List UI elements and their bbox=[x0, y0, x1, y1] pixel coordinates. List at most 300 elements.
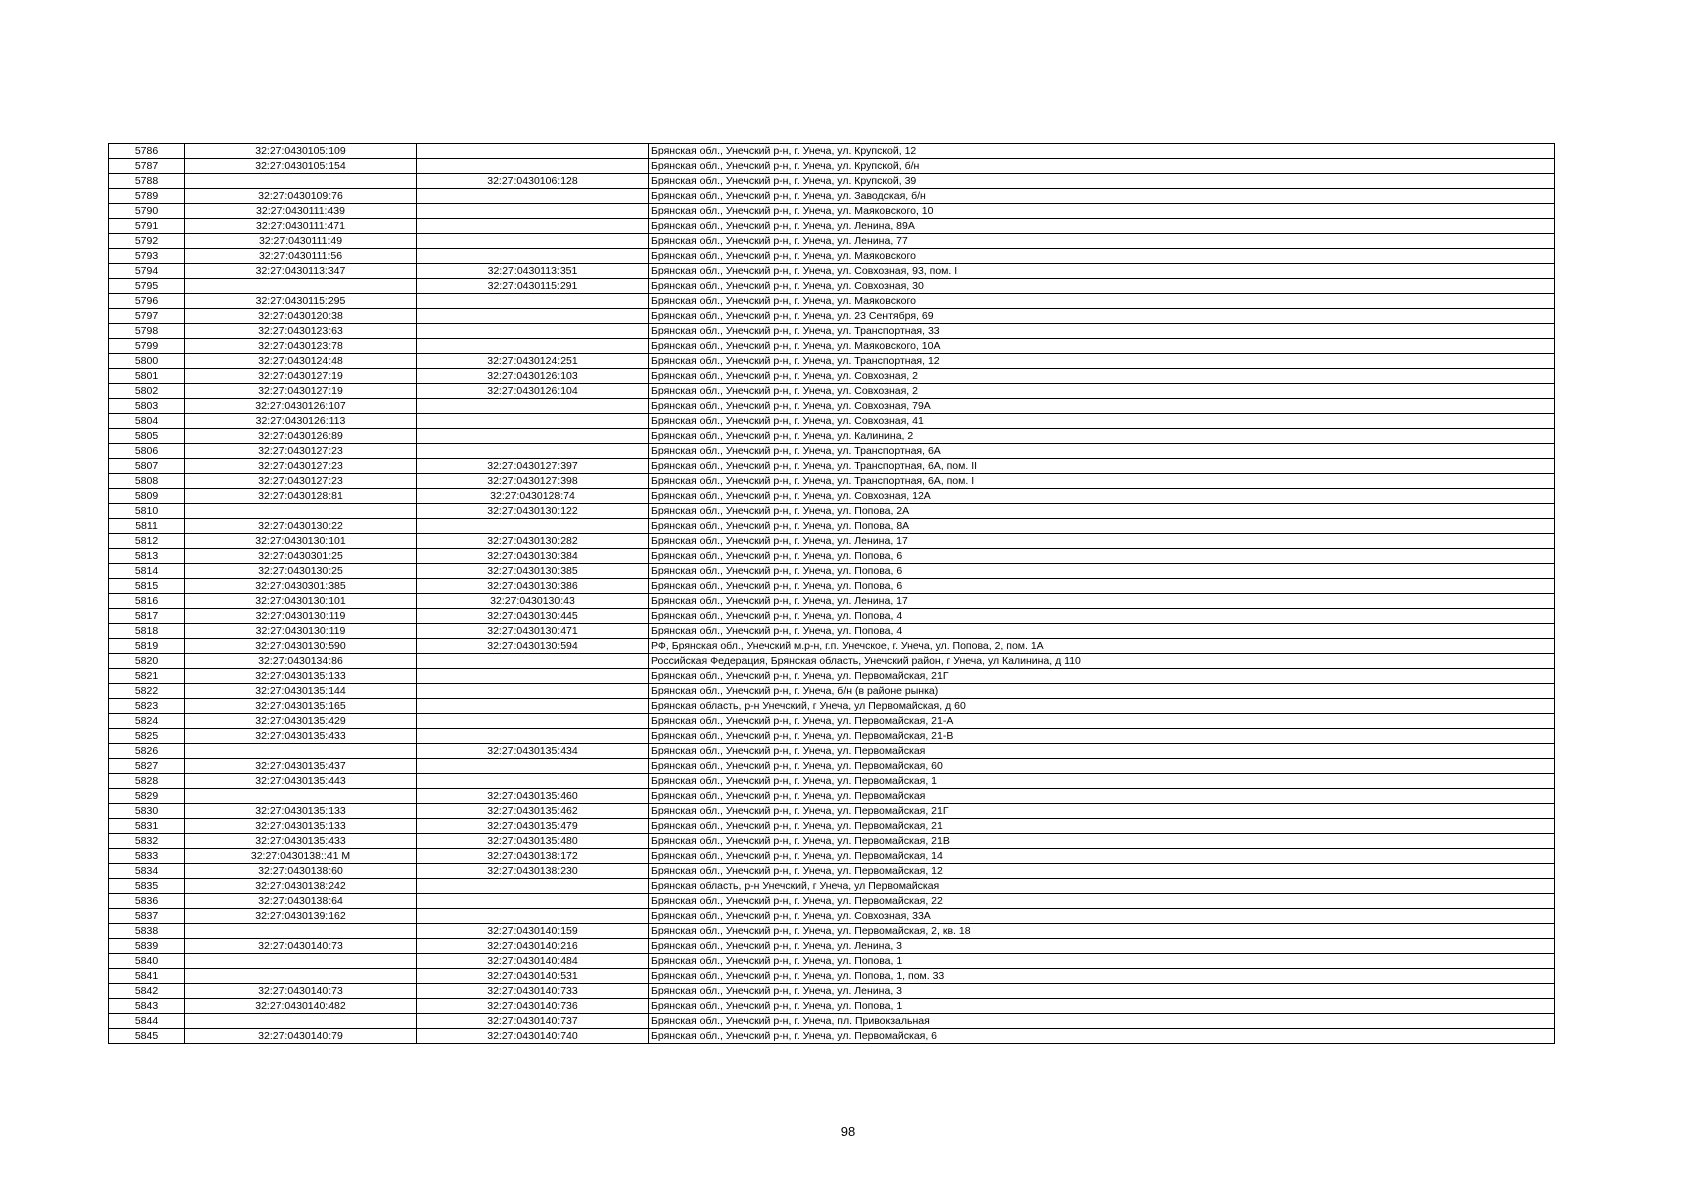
object-cadastral-number-cell: 32:27:0430140:740 bbox=[417, 1029, 649, 1044]
land-cadastral-number-cell: 32:27:0430124:48 bbox=[185, 354, 417, 369]
address-cell: Брянская обл., Унечский р-н, г. Унеча, ул. Транспортная, 12 bbox=[649, 354, 1555, 369]
object-cadastral-number-cell bbox=[417, 234, 649, 249]
address-cell: Брянская обл., Унечский р-н, г. Унеча, ул. Совхозная, 12А bbox=[649, 489, 1555, 504]
address-cell: Брянская обл., Унечский р-н, г. Унеча, ул. Ленина, 77 bbox=[649, 234, 1555, 249]
land-cadastral-number-cell bbox=[185, 789, 417, 804]
table-row bbox=[109, 924, 1555, 939]
row-number-cell: 5791 bbox=[109, 219, 185, 234]
land-cadastral-number-cell: 32:27:0430135:144 bbox=[185, 684, 417, 699]
table-row bbox=[109, 309, 1555, 324]
land-cadastral-number-cell: 32:27:0430126:107 bbox=[185, 399, 417, 414]
address-cell: Брянская обл., Унечский р-н, г. Унеча, ул. Попова, 2А bbox=[649, 504, 1555, 519]
table-row bbox=[109, 894, 1555, 909]
address-cell: Брянская обл., Унечский р-н, г. Унеча, ул. Первомайская bbox=[649, 744, 1555, 759]
address-cell: Брянская обл., Унечский р-н, г. Унеча, ул. Совхозная, 41 bbox=[649, 414, 1555, 429]
table-row bbox=[109, 174, 1555, 189]
object-cadastral-number-cell: 32:27:0430140:733 bbox=[417, 984, 649, 999]
address-cell: Брянская обл., Унечский р-н, г. Унеча, ул. Попова, 6 bbox=[649, 579, 1555, 594]
table-row bbox=[109, 414, 1555, 429]
address-cell: Брянская обл., Унечский р-н, г. Унеча, ул. Транспортная, 6А bbox=[649, 444, 1555, 459]
table-row bbox=[109, 714, 1555, 729]
land-cadastral-number-cell: 32:27:0430139:162 bbox=[185, 909, 417, 924]
table-row bbox=[109, 939, 1555, 954]
land-cadastral-number-cell: 32:27:0430134:86 bbox=[185, 654, 417, 669]
table-row bbox=[109, 1029, 1555, 1044]
address-cell: Брянская обл., Унечский р-н, г. Унеча, ул. Ленина, 17 bbox=[649, 534, 1555, 549]
row-number-cell: 5831 bbox=[109, 819, 185, 834]
address-cell: Брянская обл., Унечский р-н, г. Унеча, ул. Попова, 4 bbox=[649, 624, 1555, 639]
address-cell: Брянская обл., Унечский р-н, г. Унеча, ул. Попова, 4 bbox=[649, 609, 1555, 624]
row-number-cell: 5802 bbox=[109, 384, 185, 399]
address-cell: Брянская область, р-н Унечский, г Унеча, ул Первомайская, д 60 bbox=[649, 699, 1555, 714]
land-cadastral-number-cell: 32:27:0430123:63 bbox=[185, 324, 417, 339]
object-cadastral-number-cell: 32:27:0430130:43 bbox=[417, 594, 649, 609]
address-cell: Брянская обл., Унечский р-н, г. Унеча, ул. Попова, 8А bbox=[649, 519, 1555, 534]
land-cadastral-number-cell: 32:27:0430135:429 bbox=[185, 714, 417, 729]
row-number-cell: 5838 bbox=[109, 924, 185, 939]
row-number-cell: 5805 bbox=[109, 429, 185, 444]
object-cadastral-number-cell bbox=[417, 204, 649, 219]
address-cell: Российская Федерация, Брянская область, Унечский район, г Унеча, ул Калинина, д 110 bbox=[649, 654, 1555, 669]
table-row bbox=[109, 294, 1555, 309]
row-number-cell: 5796 bbox=[109, 294, 185, 309]
land-cadastral-number-cell: 32:27:0430135:133 bbox=[185, 669, 417, 684]
object-cadastral-number-cell: 32:27:0430130:445 bbox=[417, 609, 649, 624]
object-cadastral-number-cell: 32:27:0430130:386 bbox=[417, 579, 649, 594]
table-row bbox=[109, 804, 1555, 819]
row-number-cell: 5788 bbox=[109, 174, 185, 189]
object-cadastral-number-cell: 32:27:0430130:385 bbox=[417, 564, 649, 579]
table-row bbox=[109, 504, 1555, 519]
table-row bbox=[109, 369, 1555, 384]
object-cadastral-number-cell bbox=[417, 774, 649, 789]
table-row bbox=[109, 729, 1555, 744]
land-cadastral-number-cell: 32:27:0430126:113 bbox=[185, 414, 417, 429]
land-cadastral-number-cell: 32:27:0430130:119 bbox=[185, 624, 417, 639]
land-cadastral-number-cell: 32:27:0430130:101 bbox=[185, 594, 417, 609]
address-cell: Брянская обл., Унечский р-н, г. Унеча, ул. Калинина, 2 bbox=[649, 429, 1555, 444]
row-number-cell: 5824 bbox=[109, 714, 185, 729]
address-cell: Брянская обл., Унечский р-н, г. Унеча, ул. Попова, 1 bbox=[649, 954, 1555, 969]
land-cadastral-number-cell: 32:27:0430111:49 bbox=[185, 234, 417, 249]
object-cadastral-number-cell: 32:27:0430127:398 bbox=[417, 474, 649, 489]
object-cadastral-number-cell: 32:27:0430140:531 bbox=[417, 969, 649, 984]
row-number-cell: 5839 bbox=[109, 939, 185, 954]
address-cell: Брянская обл., Унечский р-н, г. Унеча, ул. Совхозная, 93, пом. I bbox=[649, 264, 1555, 279]
row-number-cell: 5786 bbox=[109, 144, 185, 159]
object-cadastral-number-cell bbox=[417, 144, 649, 159]
land-cadastral-number-cell: 32:27:0430127:23 bbox=[185, 444, 417, 459]
address-cell: Брянская обл., Унечский р-н, г. Унеча, ул. Транспортная, 33 bbox=[649, 324, 1555, 339]
land-cadastral-number-cell bbox=[185, 279, 417, 294]
table-row bbox=[109, 399, 1555, 414]
address-cell: Брянская обл., Унечский р-н, г. Унеча, ул. Попова, 1, пом. 33 bbox=[649, 969, 1555, 984]
address-cell: Брянская обл., Унечский р-н, г. Унеча, ул. Первомайская, 21Г bbox=[649, 804, 1555, 819]
table-row bbox=[109, 879, 1555, 894]
table-row bbox=[109, 999, 1555, 1014]
object-cadastral-number-cell: 32:27:0430126:104 bbox=[417, 384, 649, 399]
row-number-cell: 5828 bbox=[109, 774, 185, 789]
table-row bbox=[109, 834, 1555, 849]
table-row bbox=[109, 774, 1555, 789]
table-row bbox=[109, 519, 1555, 534]
object-cadastral-number-cell: 32:27:0430124:251 bbox=[417, 354, 649, 369]
object-cadastral-number-cell: 32:27:0430115:291 bbox=[417, 279, 649, 294]
row-number-cell: 5833 bbox=[109, 849, 185, 864]
row-number-cell: 5816 bbox=[109, 594, 185, 609]
row-number-cell: 5794 bbox=[109, 264, 185, 279]
address-cell: Брянская обл., Унечский р-н, г. Унеча, ул. Совхозная, 30 bbox=[649, 279, 1555, 294]
address-cell: Брянская обл., Унечский р-н, г. Унеча, ул. Совхозная, 79А bbox=[649, 399, 1555, 414]
land-cadastral-number-cell: 32:27:0430135:133 bbox=[185, 819, 417, 834]
object-cadastral-number-cell bbox=[417, 429, 649, 444]
table-row bbox=[109, 459, 1555, 474]
address-cell: Брянская обл., Унечский р-н, г. Унеча, ул. Первомайская, 21В bbox=[649, 834, 1555, 849]
object-cadastral-number-cell: 32:27:0430127:397 bbox=[417, 459, 649, 474]
address-cell: Брянская обл., Унечский р-н, г. Унеча, ул. Маяковского bbox=[649, 249, 1555, 264]
table-row bbox=[109, 474, 1555, 489]
address-cell: Брянская обл., Унечский р-н, г. Унеча, ул. Попова, 6 bbox=[649, 564, 1555, 579]
address-cell: Брянская обл., Унечский р-н, г. Унеча, ул. Первомайская, 2, кв. 18 bbox=[649, 924, 1555, 939]
object-cadastral-number-cell bbox=[417, 159, 649, 174]
table-row bbox=[109, 849, 1555, 864]
row-number-cell: 5822 bbox=[109, 684, 185, 699]
object-cadastral-number-cell bbox=[417, 219, 649, 234]
object-cadastral-number-cell: 32:27:0430140:484 bbox=[417, 954, 649, 969]
land-cadastral-number-cell: 32:27:0430140:73 bbox=[185, 984, 417, 999]
object-cadastral-number-cell bbox=[417, 339, 649, 354]
row-number-cell: 5804 bbox=[109, 414, 185, 429]
address-cell: Брянская обл., Унечский р-н, г. Унеча, ул. Первомайская, 21 bbox=[649, 819, 1555, 834]
table-row bbox=[109, 159, 1555, 174]
land-cadastral-number-cell: 32:27:0430128:81 bbox=[185, 489, 417, 504]
table-row bbox=[109, 249, 1555, 264]
land-cadastral-number-cell bbox=[185, 924, 417, 939]
object-cadastral-number-cell bbox=[417, 189, 649, 204]
row-number-cell: 5801 bbox=[109, 369, 185, 384]
address-cell: Брянская обл., Унечский р-н, г. Унеча, ул. Транспортная, 6А, пом. II bbox=[649, 459, 1555, 474]
table-row bbox=[109, 234, 1555, 249]
table-row bbox=[109, 324, 1555, 339]
table-row bbox=[109, 489, 1555, 504]
object-cadastral-number-cell bbox=[417, 669, 649, 684]
row-number-cell: 5835 bbox=[109, 879, 185, 894]
object-cadastral-number-cell: 32:27:0430135:460 bbox=[417, 789, 649, 804]
row-number-cell: 5827 bbox=[109, 759, 185, 774]
row-number-cell: 5806 bbox=[109, 444, 185, 459]
land-cadastral-number-cell: 32:27:0430111:56 bbox=[185, 249, 417, 264]
row-number-cell: 5837 bbox=[109, 909, 185, 924]
land-cadastral-number-cell: 32:27:0430138::41 М bbox=[185, 849, 417, 864]
table-row bbox=[109, 144, 1555, 159]
address-cell: РФ, Брянская обл., Унечский м.р-н, г.п. Унечское, г. Унеча, ул. Попова, 2, пом. 1А bbox=[649, 639, 1555, 654]
land-cadastral-number-cell bbox=[185, 174, 417, 189]
table-row bbox=[109, 219, 1555, 234]
address-cell: Брянская обл., Унечский р-н, г. Унеча, ул. Совхозная, 2 bbox=[649, 369, 1555, 384]
table-row bbox=[109, 189, 1555, 204]
row-number-cell: 5811 bbox=[109, 519, 185, 534]
address-cell: Брянская обл., Унечский р-н, г. Унеча, ул. Транспортная, 6А, пом. I bbox=[649, 474, 1555, 489]
land-cadastral-number-cell: 32:27:0430127:19 bbox=[185, 384, 417, 399]
row-number-cell: 5813 bbox=[109, 549, 185, 564]
table-row bbox=[109, 744, 1555, 759]
land-cadastral-number-cell: 32:27:0430138:64 bbox=[185, 894, 417, 909]
object-cadastral-number-cell: 32:27:0430130:594 bbox=[417, 639, 649, 654]
table-row bbox=[109, 594, 1555, 609]
table-row bbox=[109, 819, 1555, 834]
address-cell: Брянская обл., Унечский р-н, г. Унеча, ул. 23 Сентября, 69 bbox=[649, 309, 1555, 324]
object-cadastral-number-cell bbox=[417, 324, 649, 339]
object-cadastral-number-cell: 32:27:0430130:282 bbox=[417, 534, 649, 549]
object-cadastral-number-cell: 32:27:0430135:480 bbox=[417, 834, 649, 849]
address-cell: Брянская обл., Унечский р-н, г. Унеча, ул. Первомайская, 1 bbox=[649, 774, 1555, 789]
object-cadastral-number-cell bbox=[417, 399, 649, 414]
address-cell: Брянская обл., Унечский р-н, г. Унеча, ул. Крупской, 39 bbox=[649, 174, 1555, 189]
address-cell: Брянская обл., Унечский р-н, г. Унеча, ул. Маяковского, 10А bbox=[649, 339, 1555, 354]
address-cell: Брянская обл., Унечский р-н, г. Унеча, ул. Совхозная, 2 bbox=[649, 384, 1555, 399]
row-number-cell: 5825 bbox=[109, 729, 185, 744]
object-cadastral-number-cell: 32:27:0430128:74 bbox=[417, 489, 649, 504]
address-cell: Брянская обл., Унечский р-н, г. Унеча, ул. Первомайская, 21-А bbox=[649, 714, 1555, 729]
land-cadastral-number-cell: 32:27:0430130:119 bbox=[185, 609, 417, 624]
object-cadastral-number-cell bbox=[417, 249, 649, 264]
object-cadastral-number-cell: 32:27:0430135:462 bbox=[417, 804, 649, 819]
address-cell: Брянская обл., Унечский р-н, г. Унеча, ул. Ленина, 17 bbox=[649, 594, 1555, 609]
address-cell: Брянская обл., Унечский р-н, г. Унеча, ул. Первомайская, 21Г bbox=[649, 669, 1555, 684]
address-cell: Брянская обл., Унечский р-н, г. Унеча, пл. Привокзальная bbox=[649, 1014, 1555, 1029]
object-cadastral-number-cell: 32:27:0430106:128 bbox=[417, 174, 649, 189]
row-number-cell: 5818 bbox=[109, 624, 185, 639]
object-cadastral-number-cell bbox=[417, 309, 649, 324]
table-row bbox=[109, 534, 1555, 549]
land-cadastral-number-cell: 32:27:0430135:165 bbox=[185, 699, 417, 714]
table-row bbox=[109, 204, 1555, 219]
table-row bbox=[109, 984, 1555, 999]
object-cadastral-number-cell bbox=[417, 654, 649, 669]
table-row bbox=[109, 969, 1555, 984]
land-cadastral-number-cell: 32:27:0430130:25 bbox=[185, 564, 417, 579]
object-cadastral-number-cell: 32:27:0430126:103 bbox=[417, 369, 649, 384]
land-cadastral-number-cell bbox=[185, 744, 417, 759]
row-number-cell: 5826 bbox=[109, 744, 185, 759]
row-number-cell: 5836 bbox=[109, 894, 185, 909]
object-cadastral-number-cell: 32:27:0430140:159 bbox=[417, 924, 649, 939]
row-number-cell: 5815 bbox=[109, 579, 185, 594]
address-cell: Брянская обл., Унечский р-н, г. Унеча, ул. Попова, 1 bbox=[649, 999, 1555, 1014]
row-number-cell: 5819 bbox=[109, 639, 185, 654]
address-cell: Брянская обл., Унечский р-н, г. Унеча, ул. Первомайская bbox=[649, 789, 1555, 804]
object-cadastral-number-cell bbox=[417, 444, 649, 459]
table-row bbox=[109, 759, 1555, 774]
row-number-cell: 5793 bbox=[109, 249, 185, 264]
table-row bbox=[109, 864, 1555, 879]
object-cadastral-number-cell bbox=[417, 714, 649, 729]
land-cadastral-number-cell: 32:27:0430105:154 bbox=[185, 159, 417, 174]
address-cell: Брянская обл., Унечский р-н, г. Унеча, ул. Первомайская, 60 bbox=[649, 759, 1555, 774]
row-number-cell: 5829 bbox=[109, 789, 185, 804]
row-number-cell: 5803 bbox=[109, 399, 185, 414]
land-cadastral-number-cell: 32:27:0430105:109 bbox=[185, 144, 417, 159]
object-cadastral-number-cell bbox=[417, 699, 649, 714]
address-cell: Брянская обл., Унечский р-н, г. Унеча, ул. Совхозная, 33А bbox=[649, 909, 1555, 924]
table-row bbox=[109, 549, 1555, 564]
land-cadastral-number-cell: 32:27:0430135:133 bbox=[185, 804, 417, 819]
object-cadastral-number-cell bbox=[417, 759, 649, 774]
table-row bbox=[109, 669, 1555, 684]
row-number-cell: 5814 bbox=[109, 564, 185, 579]
land-cadastral-number-cell: 32:27:0430127:19 bbox=[185, 369, 417, 384]
land-cadastral-number-cell: 32:27:0430126:89 bbox=[185, 429, 417, 444]
address-cell: Брянская область, р-н Унечский, г Унеча, ул Первомайская bbox=[649, 879, 1555, 894]
object-cadastral-number-cell: 32:27:0430140:736 bbox=[417, 999, 649, 1014]
land-cadastral-number-cell: 32:27:0430111:439 bbox=[185, 204, 417, 219]
row-number-cell: 5821 bbox=[109, 669, 185, 684]
object-cadastral-number-cell: 32:27:0430138:230 bbox=[417, 864, 649, 879]
land-cadastral-number-cell: 32:27:0430123:78 bbox=[185, 339, 417, 354]
land-cadastral-number-cell: 32:27:0430109:76 bbox=[185, 189, 417, 204]
address-cell: Брянская обл., Унечский р-н, г. Унеча, ул. Первомайская, 6 bbox=[649, 1029, 1555, 1044]
table-row bbox=[109, 579, 1555, 594]
object-cadastral-number-cell bbox=[417, 909, 649, 924]
land-cadastral-number-cell: 32:27:0430135:433 bbox=[185, 834, 417, 849]
object-cadastral-number-cell: 32:27:0430135:434 bbox=[417, 744, 649, 759]
row-number-cell: 5800 bbox=[109, 354, 185, 369]
land-cadastral-number-cell bbox=[185, 954, 417, 969]
page-number: 98 bbox=[840, 1124, 856, 1139]
table-row bbox=[109, 339, 1555, 354]
address-cell: Брянская обл., Унечский р-н, г. Унеча, ул. Попова, 6 bbox=[649, 549, 1555, 564]
table-row bbox=[109, 954, 1555, 969]
land-cadastral-number-cell: 32:27:0430135:433 bbox=[185, 729, 417, 744]
object-cadastral-number-cell: 32:27:0430140:737 bbox=[417, 1014, 649, 1029]
row-number-cell: 5810 bbox=[109, 504, 185, 519]
land-cadastral-number-cell: 32:27:0430130:590 bbox=[185, 639, 417, 654]
table-row bbox=[109, 384, 1555, 399]
land-cadastral-number-cell: 32:27:0430140:79 bbox=[185, 1029, 417, 1044]
land-cadastral-number-cell bbox=[185, 504, 417, 519]
table-row bbox=[109, 789, 1555, 804]
object-cadastral-number-cell: 32:27:0430138:172 bbox=[417, 849, 649, 864]
object-cadastral-number-cell bbox=[417, 879, 649, 894]
address-cell: Брянская обл., Унечский р-н, г. Унеча, ул. Маяковского bbox=[649, 294, 1555, 309]
row-number-cell: 5799 bbox=[109, 339, 185, 354]
table-row bbox=[109, 639, 1555, 654]
table-row bbox=[109, 564, 1555, 579]
row-number-cell: 5841 bbox=[109, 969, 185, 984]
row-number-cell: 5790 bbox=[109, 204, 185, 219]
land-cadastral-number-cell: 32:27:0430138:242 bbox=[185, 879, 417, 894]
row-number-cell: 5812 bbox=[109, 534, 185, 549]
table-row bbox=[109, 624, 1555, 639]
row-number-cell: 5834 bbox=[109, 864, 185, 879]
land-cadastral-number-cell: 32:27:0430135:437 bbox=[185, 759, 417, 774]
land-cadastral-number-cell: 32:27:0430301:385 bbox=[185, 579, 417, 594]
address-cell: Брянская обл., Унечский р-н, г. Унеча, ул. Первомайская, 22 bbox=[649, 894, 1555, 909]
object-cadastral-number-cell bbox=[417, 894, 649, 909]
address-cell: Брянская обл., Унечский р-н, г. Унеча, ул. Ленина, 3 bbox=[649, 939, 1555, 954]
object-cadastral-number-cell: 32:27:0430140:216 bbox=[417, 939, 649, 954]
land-cadastral-number-cell: 32:27:0430113:347 bbox=[185, 264, 417, 279]
table-row bbox=[109, 444, 1555, 459]
row-number-cell: 5820 bbox=[109, 654, 185, 669]
row-number-cell: 5797 bbox=[109, 309, 185, 324]
table-row bbox=[109, 354, 1555, 369]
address-cell: Брянская обл., Унечский р-н, г. Унеча, б/н (в районе рынка) bbox=[649, 684, 1555, 699]
table-row bbox=[109, 279, 1555, 294]
land-cadastral-number-cell: 32:27:0430301:25 bbox=[185, 549, 417, 564]
address-cell: Брянская обл., Унечский р-н, г. Унеча, ул. Заводская, б/н bbox=[649, 189, 1555, 204]
object-cadastral-number-cell: 32:27:0430135:479 bbox=[417, 819, 649, 834]
land-cadastral-number-cell bbox=[185, 969, 417, 984]
object-cadastral-number-cell: 32:27:0430130:471 bbox=[417, 624, 649, 639]
property-table-container bbox=[108, 143, 1554, 1044]
land-cadastral-number-cell: 32:27:0430127:23 bbox=[185, 474, 417, 489]
land-cadastral-number-cell bbox=[185, 1014, 417, 1029]
address-cell: Брянская обл., Унечский р-н, г. Унеча, ул. Ленина, 3 bbox=[649, 984, 1555, 999]
table-row bbox=[109, 264, 1555, 279]
row-number-cell: 5792 bbox=[109, 234, 185, 249]
address-cell: Брянская обл., Унечский р-н, г. Унеча, ул. Крупской, б/н bbox=[649, 159, 1555, 174]
table-row bbox=[109, 654, 1555, 669]
row-number-cell: 5823 bbox=[109, 699, 185, 714]
row-number-cell: 5789 bbox=[109, 189, 185, 204]
land-cadastral-number-cell: 32:27:0430135:443 bbox=[185, 774, 417, 789]
row-number-cell: 5830 bbox=[109, 804, 185, 819]
row-number-cell: 5807 bbox=[109, 459, 185, 474]
address-cell: Брянская обл., Унечский р-н, г. Унеча, ул. Маяковского, 10 bbox=[649, 204, 1555, 219]
land-cadastral-number-cell: 32:27:0430130:22 bbox=[185, 519, 417, 534]
table-row bbox=[109, 909, 1555, 924]
row-number-cell: 5808 bbox=[109, 474, 185, 489]
row-number-cell: 5843 bbox=[109, 999, 185, 1014]
table-row bbox=[109, 1014, 1555, 1029]
property-table-body bbox=[109, 144, 1555, 1044]
row-number-cell: 5840 bbox=[109, 954, 185, 969]
address-cell: Брянская обл., Унечский р-н, г. Унеча, ул. Первомайская, 12 bbox=[649, 864, 1555, 879]
object-cadastral-number-cell bbox=[417, 684, 649, 699]
row-number-cell: 5817 bbox=[109, 609, 185, 624]
table-row bbox=[109, 699, 1555, 714]
address-cell: Брянская обл., Унечский р-н, г. Унеча, ул. Первомайская, 14 bbox=[649, 849, 1555, 864]
object-cadastral-number-cell bbox=[417, 519, 649, 534]
row-number-cell: 5844 bbox=[109, 1014, 185, 1029]
land-cadastral-number-cell: 32:27:0430115:295 bbox=[185, 294, 417, 309]
object-cadastral-number-cell: 32:27:0430113:351 bbox=[417, 264, 649, 279]
land-cadastral-number-cell: 32:27:0430140:482 bbox=[185, 999, 417, 1014]
property-table bbox=[108, 143, 1555, 1044]
table-row bbox=[109, 609, 1555, 624]
address-cell: Брянская обл., Унечский р-н, г. Унеча, ул. Ленина, 89А bbox=[649, 219, 1555, 234]
row-number-cell: 5809 bbox=[109, 489, 185, 504]
land-cadastral-number-cell: 32:27:0430138:60 bbox=[185, 864, 417, 879]
land-cadastral-number-cell: 32:27:0430111:471 bbox=[185, 219, 417, 234]
address-cell: Брянская обл., Унечский р-н, г. Унеча, ул. Первомайская, 21-В bbox=[649, 729, 1555, 744]
land-cadastral-number-cell: 32:27:0430127:23 bbox=[185, 459, 417, 474]
object-cadastral-number-cell: 32:27:0430130:384 bbox=[417, 549, 649, 564]
object-cadastral-number-cell bbox=[417, 729, 649, 744]
row-number-cell: 5787 bbox=[109, 159, 185, 174]
object-cadastral-number-cell bbox=[417, 294, 649, 309]
row-number-cell: 5845 bbox=[109, 1029, 185, 1044]
row-number-cell: 5832 bbox=[109, 834, 185, 849]
land-cadastral-number-cell: 32:27:0430130:101 bbox=[185, 534, 417, 549]
object-cadastral-number-cell: 32:27:0430130:122 bbox=[417, 504, 649, 519]
table-row bbox=[109, 684, 1555, 699]
address-cell: Брянская обл., Унечский р-н, г. Унеча, ул. Крупской, 12 bbox=[649, 144, 1555, 159]
table-row bbox=[109, 429, 1555, 444]
land-cadastral-number-cell: 32:27:0430140:73 bbox=[185, 939, 417, 954]
row-number-cell: 5798 bbox=[109, 324, 185, 339]
